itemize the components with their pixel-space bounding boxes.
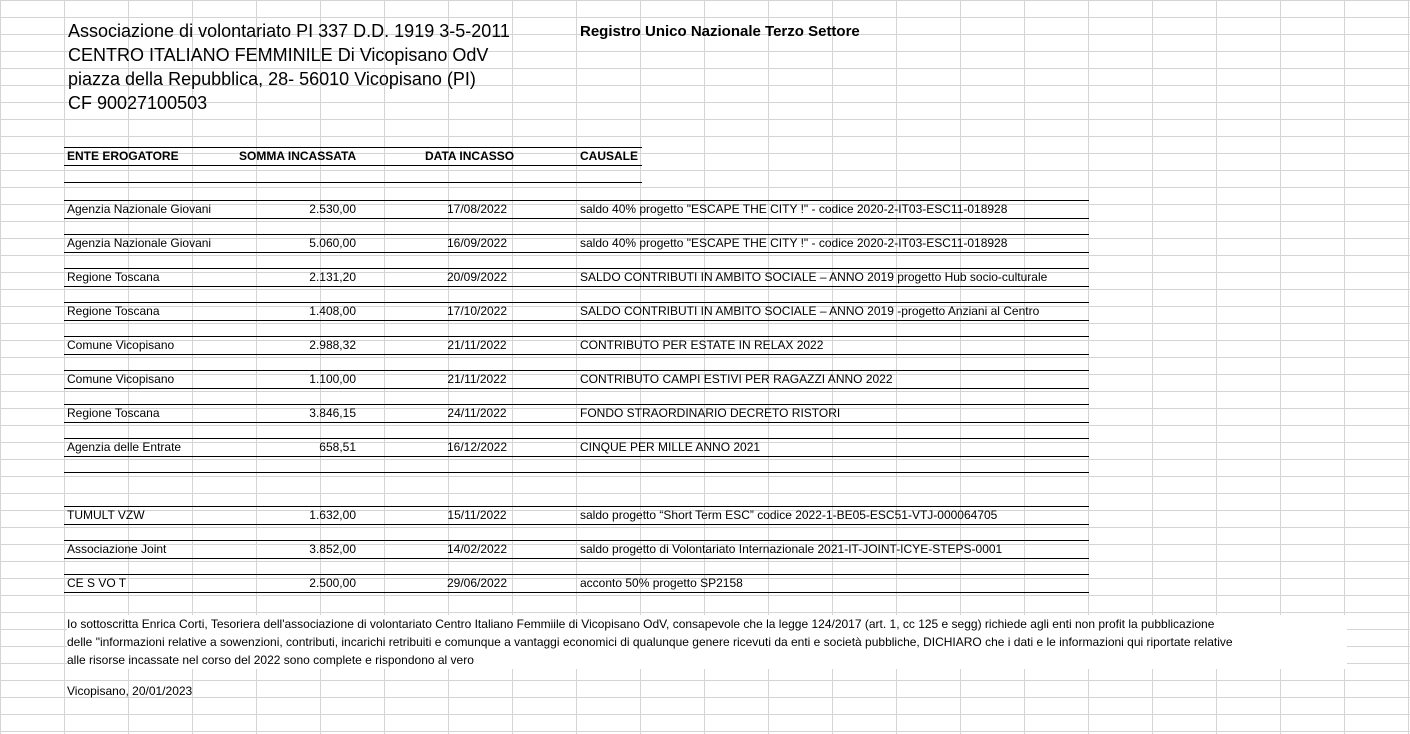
row-causale: SALDO CONTRIBUTI IN AMBITO SOCIALE – ANNO 2019 progetto Hub socio-culturale — [580, 270, 1048, 284]
row-ente: Agenzia Nazionale Giovani — [67, 202, 212, 216]
row-border — [64, 574, 1089, 575]
row-data: 15/11/2022 — [447, 508, 507, 522]
row-border — [64, 592, 1089, 593]
row-somma: 1.100,00 — [309, 372, 356, 386]
row-border — [64, 456, 1089, 457]
row-ente: Associazione Joint — [67, 542, 167, 556]
row-border — [64, 438, 1089, 439]
row-ente: CE S VO T — [67, 576, 127, 590]
header-bottom-border — [64, 165, 642, 166]
row-data: 16/12/2022 — [446, 440, 508, 454]
column-header-ente: ENTE EROGATORE — [67, 149, 179, 163]
header-spacer-border — [64, 182, 642, 183]
row-data: 29/06/2022 — [446, 576, 508, 590]
row-causale: saldo 40% progetto "ESCAPE THE CITY !" - codice 2020-2-IT03-ESC11-018928 — [580, 202, 1008, 216]
row-border — [64, 302, 1089, 303]
row-data: 14/02/2022 — [446, 542, 508, 556]
row-causale: CONTRIBUTO CAMPI ESTIVI PER RAGAZZI ANNO 2022 — [580, 372, 893, 386]
row-somma: 2.500,00 — [309, 576, 356, 590]
row-border — [64, 370, 1089, 371]
row-border — [64, 506, 1089, 507]
row-somma: 2.131,20 — [309, 270, 356, 284]
row-causale: acconto 50% progetto SP2158 — [580, 576, 743, 590]
association-address: piazza della Repubblica, 28- 56010 Vicopisano (PI) — [68, 69, 476, 89]
row-causale: CONTRIBUTO PER ESTATE IN RELAX 2022 — [580, 338, 824, 352]
row-border — [64, 252, 1089, 253]
association-name: CENTRO ITALIANO FEMMINILE Di Vicopisano OdV — [68, 45, 489, 65]
row-border — [64, 354, 1089, 355]
row-border — [64, 200, 1089, 201]
row-border — [64, 524, 1089, 525]
row-border — [64, 388, 1089, 389]
declaration-line: alle risorse incassate nel corso del 2022 sono complete e rispondono al vero — [67, 653, 474, 667]
column-header-causale: CAUSALE — [580, 149, 639, 163]
association-title: Associazione di volontariato PI 337 D.D. 1919 3-5-2011 — [68, 21, 510, 41]
row-border — [64, 558, 1089, 559]
registry-title: Registro Unico Nazionale Terzo Settore — [580, 23, 860, 40]
row-somma: 1.632,00 — [309, 508, 356, 522]
row-somma: 2.988,32 — [309, 338, 356, 352]
row-ente: Regione Toscana — [67, 304, 160, 318]
row-ente: Comune Vicopisano — [67, 372, 175, 386]
row-data: 21/11/2022 — [447, 372, 507, 386]
row-border — [64, 404, 1089, 405]
column-header-somma: SOMMA INCASSATA — [239, 149, 357, 163]
row-causale: CINQUE PER MILLE ANNO 2021 — [580, 440, 761, 454]
row-data: 17/10/2022 — [446, 304, 508, 318]
row-causale: saldo progetto “Short Term ESC” codice 2022-1-BE05-ESC51-VTJ-000064705 — [580, 508, 998, 522]
row-ente: Agenzia Nazionale Giovani — [67, 236, 212, 250]
row-causale: SALDO CONTRIBUTI IN AMBITO SOCIALE – ANNO 2019 -progetto Anziani al Centro — [580, 304, 1040, 318]
declaration-text — [67, 615, 1347, 669]
association-fiscal-code: CF 90027100503 — [68, 93, 208, 113]
row-border — [64, 422, 1089, 423]
row-border — [64, 472, 1089, 473]
row-border — [64, 268, 1089, 269]
row-ente: TUMULT VZW — [67, 508, 145, 522]
row-data: 24/11/2022 — [447, 406, 507, 420]
column-header-data: DATA INCASSO — [425, 149, 515, 163]
row-border — [64, 320, 1089, 321]
row-ente: Comune Vicopisano — [67, 338, 175, 352]
row-data: 17/08/2022 — [446, 202, 508, 216]
row-somma: 3.852,00 — [309, 542, 356, 556]
place-and-date: Vicopisano, 20/01/2023 — [67, 684, 193, 698]
row-causale: FONDO STRAORDINARIO DECRETO RISTORI — [580, 406, 841, 420]
row-somma: 3.846,15 — [309, 406, 356, 420]
row-border — [64, 286, 1089, 287]
row-somma: 658,51 — [319, 440, 356, 454]
row-ente: Agenzia delle Entrate — [67, 440, 182, 454]
row-ente: Regione Toscana — [67, 270, 160, 284]
row-data: 21/11/2022 — [447, 338, 507, 352]
row-causale: saldo 40% progetto "ESCAPE THE CITY !" - codice 2020-2-IT03-ESC11-018928 — [580, 236, 1008, 250]
declaration-line: Io sottoscritta Enrica Corti, Tesoriera dell'associazione di volontariato Centro Italiano Femmiile di Vicopisano OdV, consapevole che la legge 124/2017 (art. 1, cc 125 e segg) richiede agli enti non profit la pubblicazione — [67, 617, 1215, 631]
row-somma: 5.060,00 — [309, 236, 356, 250]
declaration-line: delle "informazioni relative a sowenzioni, contributi, incarichi retribuiti e comunque a vantaggi economici di qualunque genere ricevuti da enti e società pubbliche, DICHIARO che i dati e le informazioni qui riportate relative — [67, 635, 1233, 649]
header-top-border — [64, 147, 642, 148]
row-causale: saldo progetto di Volontariato Internazionale 2021-IT-JOINT-ICYE-STEPS-0001 — [580, 542, 1003, 556]
row-border — [64, 218, 1089, 219]
row-data: 16/09/2022 — [446, 236, 508, 250]
row-ente: Regione Toscana — [67, 406, 160, 420]
row-border — [64, 336, 1089, 337]
row-border — [64, 540, 1089, 541]
row-data: 20/09/2022 — [446, 270, 508, 284]
row-somma: 1.408,00 — [309, 304, 356, 318]
row-somma: 2.530,00 — [309, 202, 356, 216]
row-border — [64, 234, 1089, 235]
